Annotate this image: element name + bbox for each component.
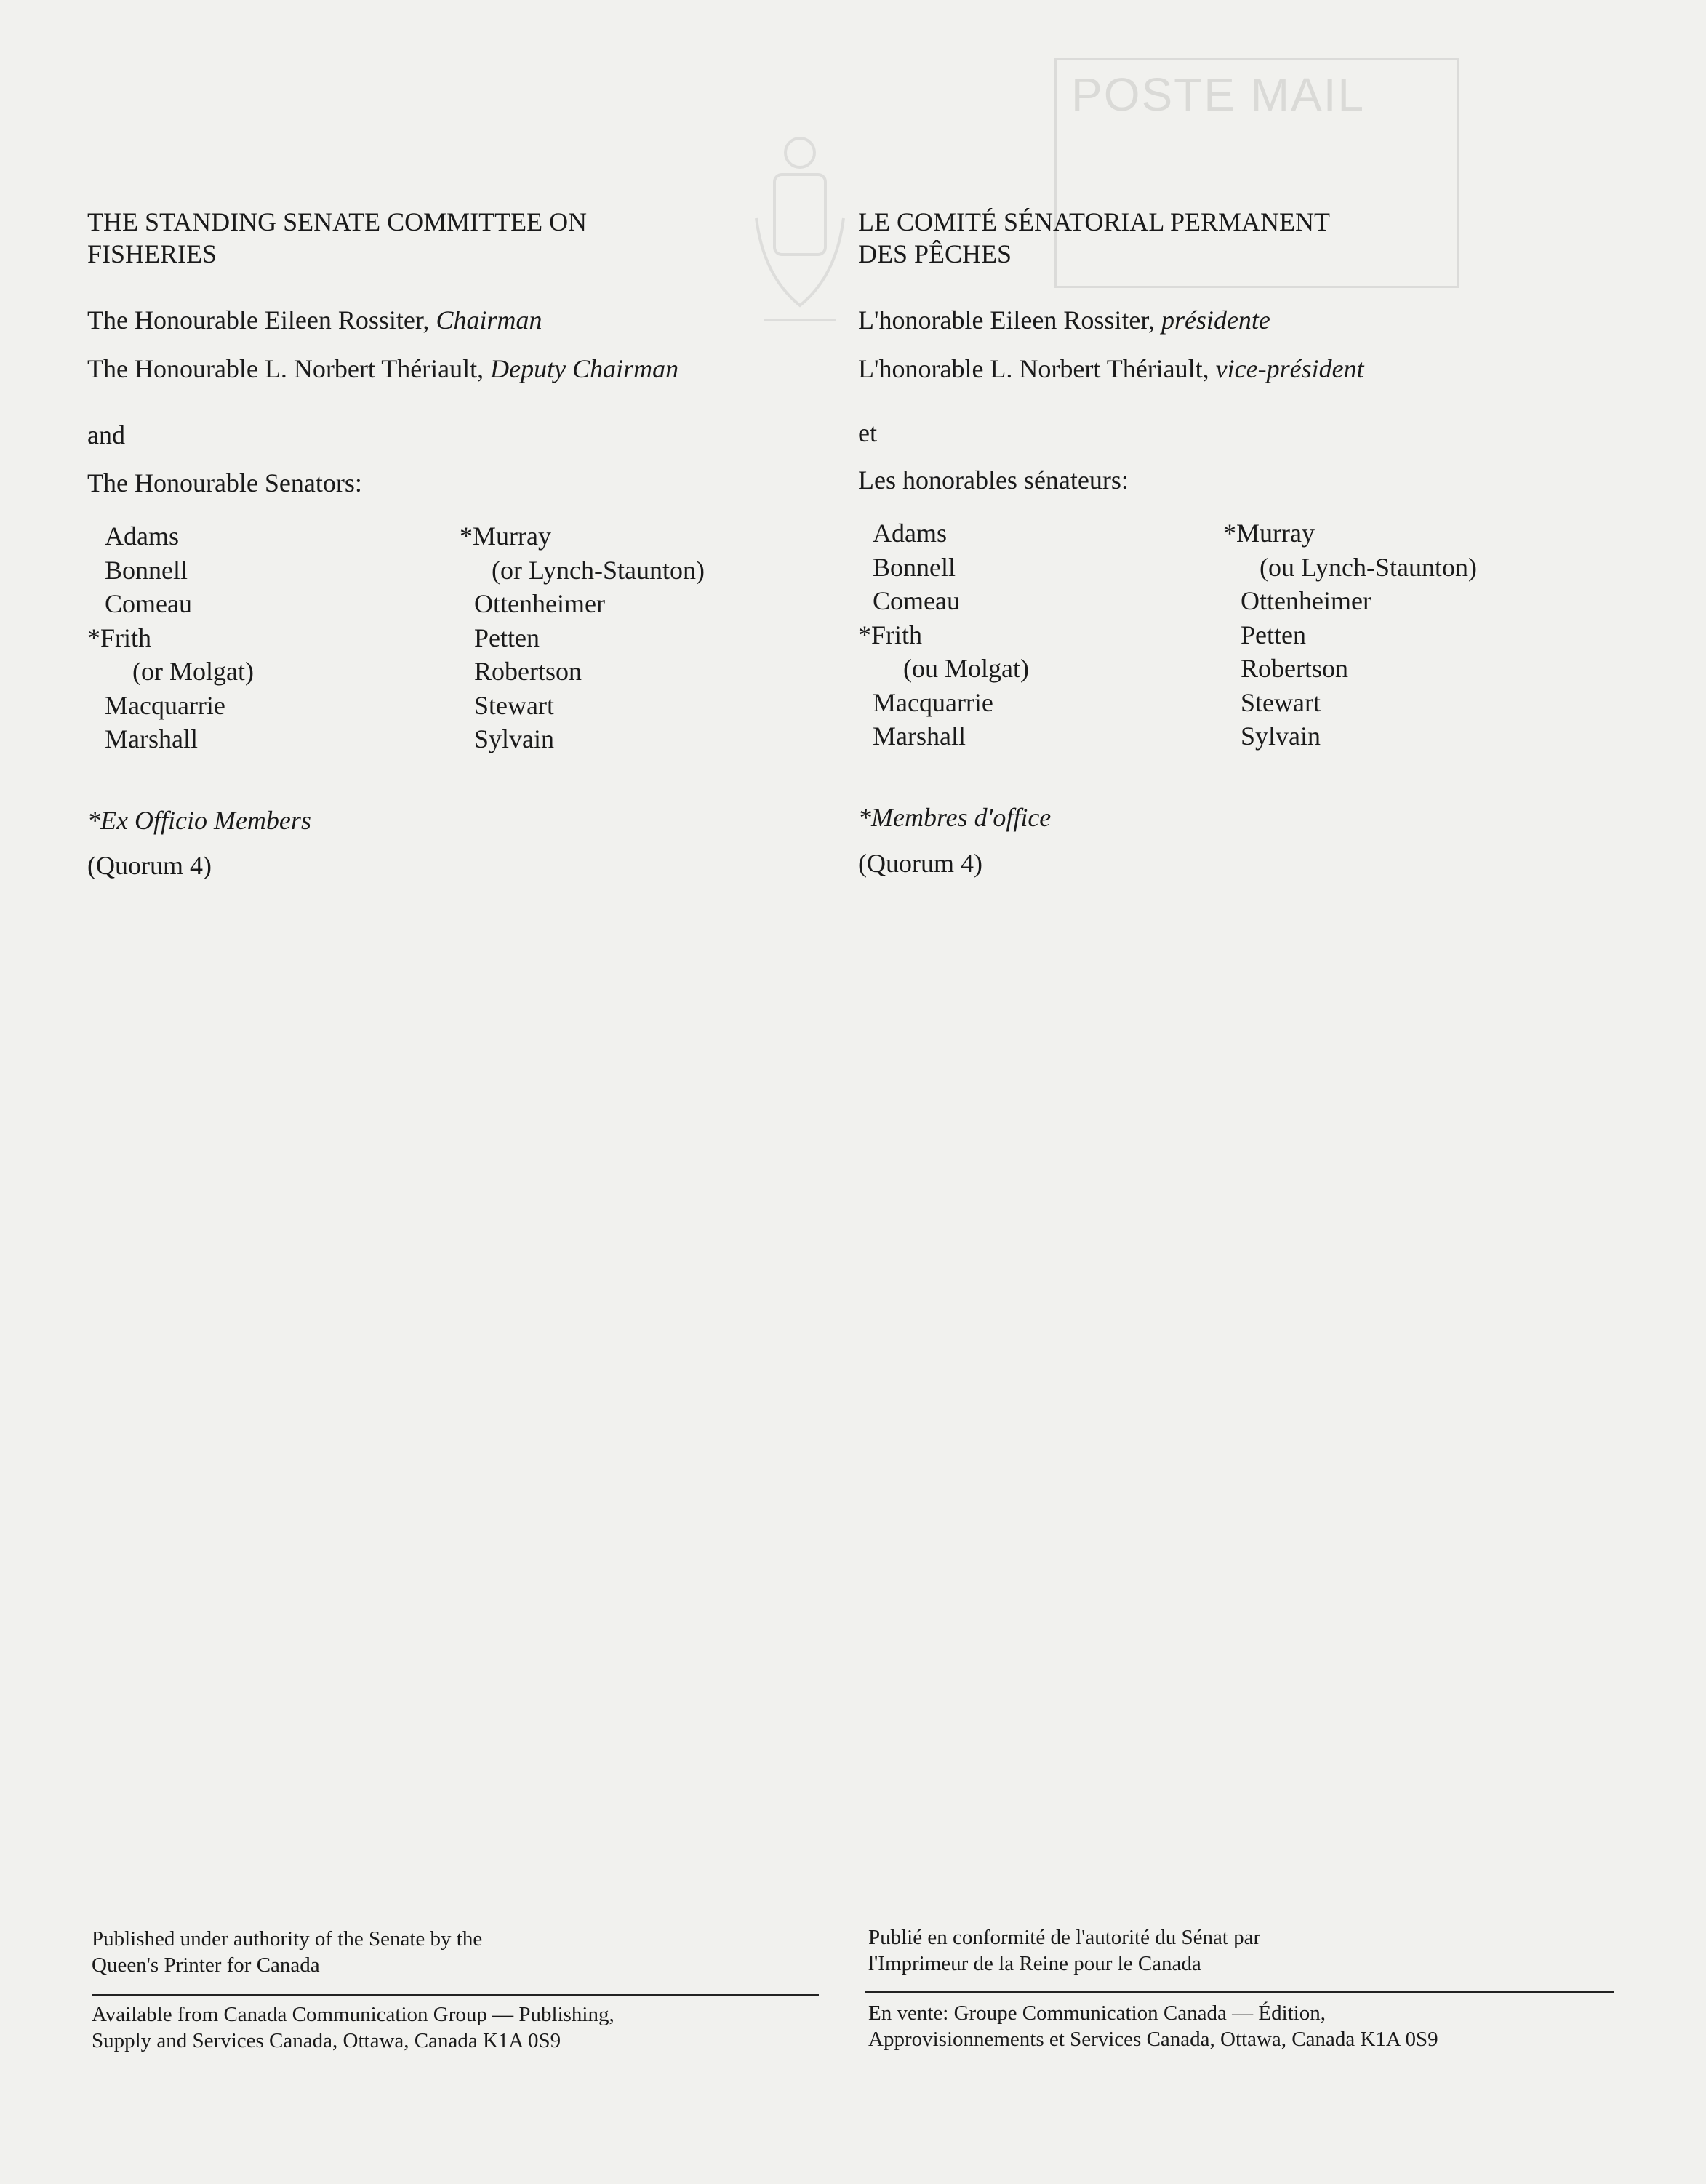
available-line2: Supply and Services Canada, Ottawa, Canada K1A 0S9 [92,2029,561,2052]
committee-title-line1: THE STANDING SENATE COMMITTEE ON [87,207,588,236]
senator-name: Comeau [105,589,192,618]
senator-alternate: (or Lynch-Staunton) [492,555,705,585]
senator-name: Ottenheimer [1241,586,1371,615]
senator-name: Marshall [105,724,198,753]
published-note-en [92,1926,482,1978]
senator-name: Petten [1241,620,1306,649]
chairman-name: L'honorable Eileen Rossiter, [858,305,1161,335]
senators-list-right-fr [1223,516,1477,753]
senator-alternate: (ou Molgat) [903,654,1029,683]
senator-name: *Frith [858,620,923,649]
ex-officio-note-fr: *Membres d'office [858,803,1052,832]
senator-name: Bonnell [873,552,956,582]
senator-name: Sylvain [474,724,555,753]
senators-heading-fr: Les honorables sénateurs: [858,465,1129,495]
senator-name: Robertson [1241,654,1348,683]
ex-officio-note-en: *Ex Officio Members [87,806,311,835]
senator-name: Adams [105,521,179,551]
deputy-chairman-line-fr [858,353,1364,385]
published-note-fr [868,1924,1260,1977]
senator-name: Sylvain [1241,721,1321,751]
quorum-fr: (Quorum 4) [858,849,982,878]
chairman-name: The Honourable Eileen Rossiter, [87,305,436,335]
chairman-role: Chairman [436,305,542,335]
quorum-en: (Quorum 4) [87,851,212,880]
published-line1: Publié en conformité de l'autorité du Sénat par [868,1926,1261,1949]
senator-alternate: (ou Lynch-Staunton) [1260,552,1477,582]
committee-title-line2: FISHERIES [87,239,217,268]
senator-name: Bonnell [105,555,188,585]
senator-name: Petten [474,623,540,652]
divider-en [92,1994,819,1996]
senator-name: *Murray [1223,519,1315,548]
chairman-line-en [87,304,542,336]
chairman-role: présidente [1161,305,1270,335]
and-label-fr: et [858,418,877,447]
senator-name: Robertson [474,657,582,686]
divider-fr [865,1991,1614,1993]
committee-title-line2: DES PÊCHES [858,239,1012,268]
published-line1: Published under authority of the Senate by the [92,1927,483,1951]
senator-name: Macquarrie [873,687,993,717]
chairman-line-fr [858,304,1270,336]
and-label-en: and [87,420,125,449]
senators-heading-en: The Honourable Senators: [87,468,362,497]
deputy-chairman-role: vice-président [1215,354,1364,383]
senator-name: Comeau [873,586,960,615]
deputy-chairman-name: The Honourable L. Norbert Thériault, [87,354,491,383]
senator-name: *Frith [87,623,152,652]
senator-name: Marshall [873,721,966,751]
available-line1: Available from Canada Communication Group — Publishing, [92,2003,614,2026]
senator-name: Adams [873,519,947,548]
senator-alternate: (or Molgat) [132,657,254,686]
committee-title-line1: LE COMITÉ SÉNATORIAL PERMANENT [858,207,1330,236]
deputy-chairman-line-en [87,353,678,385]
committee-title-en [87,206,587,270]
available-line1: En vente: Groupe Communication Canada — Édition, [868,2001,1326,2025]
availability-note-en [92,2001,614,2054]
stamp-title: POSTE MAIL [1071,68,1366,121]
deputy-chairman-name: L'honorable L. Norbert Thériault, [858,354,1216,383]
senators-list-left-fr [858,516,1029,753]
senators-list-left-en [87,519,254,756]
senator-name: Stewart [1241,687,1321,717]
senator-name: Ottenheimer [474,589,605,618]
senator-name: Stewart [474,690,554,720]
published-line2: Queen's Printer for Canada [92,1953,320,1977]
senator-name: *Murray [460,521,551,551]
senator-name: Macquarrie [105,690,225,720]
senators-list-right-en [460,519,705,756]
deputy-chairman-role: Deputy Chairman [490,354,679,383]
published-line2: l'Imprimeur de la Reine pour le Canada [868,1952,1201,1975]
coat-of-arms-ghost [749,131,851,349]
committee-title-fr [858,206,1330,270]
availability-note-fr [868,2000,1438,2052]
available-line2: Approvisionnements et Services Canada, Ottawa, Canada K1A 0S9 [868,2028,1438,2051]
